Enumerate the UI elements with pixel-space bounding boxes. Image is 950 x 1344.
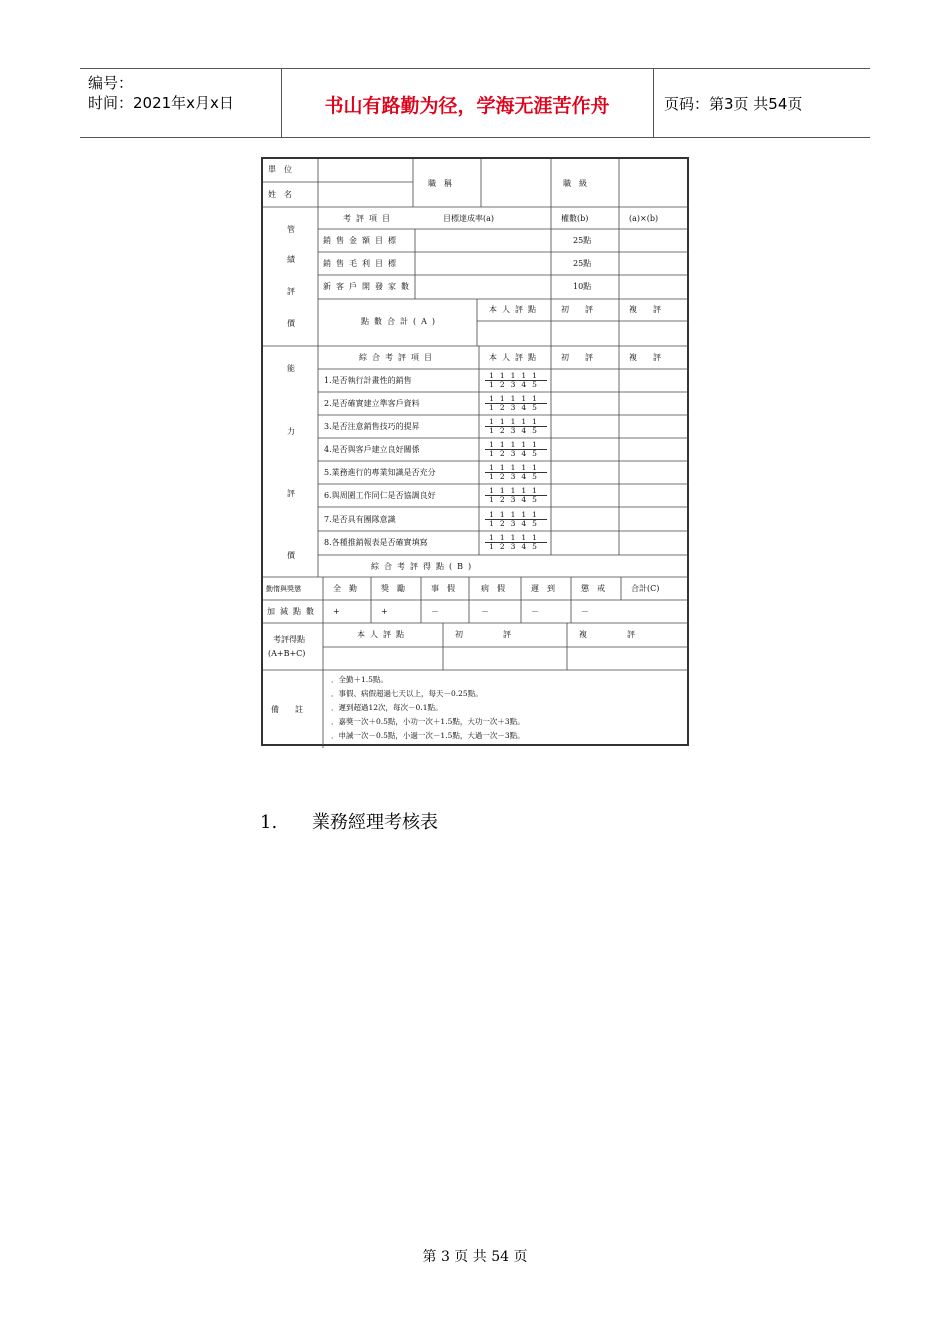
grade-label: 職 級 [563,179,587,188]
perf-side-label: 管 [287,225,295,234]
scale-bottom: 12345 [489,426,543,435]
rating-scale [485,441,547,458]
remark-line: ．全勤＋1.5點。 [331,675,388,684]
header-page-info: 页码：第3页 共54页 [664,95,803,113]
ability-head: 綜合考評項目 [359,353,437,362]
ability-side-label: 力 [287,427,295,436]
unit-label: 單 位 [268,165,292,174]
ability-item: 6.與周圍工作同仁是否協調良好 [324,491,436,500]
time-label: 时间：2021年x月x日 [88,94,234,112]
attendance-total-col: 合計(C) [631,584,660,593]
perf-weight: 10點 [573,282,592,291]
perf-side-label: 評 [287,287,295,296]
ability-total-label: 綜合考評得點(B) [371,562,477,571]
ability-first-eval-head: 初 評 [561,353,593,362]
title-label: 職 稱 [428,179,452,188]
remarks-label: 備 註 [271,705,303,714]
scale-bottom: 12345 [489,449,543,458]
perf-head-product: (a)×(b) [629,214,659,223]
plusminus-sign: + [381,607,388,616]
rating-scale [485,464,547,481]
remark-line: ．事假、病假超過七天以上，每天－0.25點。 [331,689,483,698]
attendance-col: 懲 戒 [581,584,605,593]
remark-line: ．申誡一次－0.5點，小過一次－1.5點，大過一次－3點。 [331,731,525,740]
plusminus-sign: + [333,607,340,616]
scale-top: 11111 [485,441,547,450]
scale-bottom: 12345 [489,519,543,528]
ability-item: 3.是否注意銷售技巧的提昇 [324,422,420,431]
plusminus-sign: － [581,607,589,616]
ability-side-label: 評 [287,489,295,498]
perf-side-label: 績 [287,255,295,264]
ability-second-eval-head: 複 評 [629,353,661,362]
caption-text: 業務經理考核表 [312,812,438,833]
second-eval-head: 複 評 [629,305,661,314]
scale-bottom: 12345 [489,403,543,412]
serial-label: 编号： [88,74,134,92]
scale-bottom: 12345 [489,495,543,504]
perf-total-label: 點數合計(A) [361,317,441,326]
scale-top: 11111 [485,372,547,381]
remark-line: ．嘉獎一次＋0.5點，小功一次＋1.5點，大功一次＋3點。 [331,717,525,726]
ability-item: 4.是否與客戶建立良好關係 [324,445,420,454]
ability-self-eval-head: 本人評點 [489,353,541,362]
score-self-head: 本人評點 [357,630,409,639]
ability-item: 5.業務進行的專業知識是否充分 [324,468,436,477]
assessment-form [261,157,689,746]
perf-weight: 25點 [573,259,592,268]
scale-bottom: 12345 [489,380,543,389]
rating-scale [485,418,547,435]
perf-head-item: 考評項目 [343,214,395,223]
plusminus-sign: － [431,607,439,616]
score-label: 考評得點 [273,635,305,644]
section-caption [260,808,438,834]
perf-head-rate: 目標達成率(a) [443,214,495,223]
remark-line: ．遲到超過12次，每次－0.1點。 [331,703,443,712]
caption-number: 1. [260,812,278,833]
ability-item: 7.是否具有團隊意識 [324,515,396,524]
rating-scale [485,534,547,551]
header-meta [88,73,283,113]
perf-weight: 25點 [573,236,592,245]
rating-scale [485,511,547,528]
first-eval-head: 初 評 [561,305,593,314]
scale-top: 11111 [485,534,547,543]
ability-side-label: 能 [287,364,295,373]
perf-item: 銷售毛利目標 [323,259,401,268]
perf-side-label: 價 [287,319,295,328]
ability-item: 1.是否執行計畫性的銷售 [324,376,412,385]
rating-scale [485,395,547,412]
plusminus-label: 加減點數 [267,607,319,616]
page-footer: 第 3 页 共 54 页 [422,1249,528,1265]
ability-item: 2.是否確實建立準客戶資料 [324,399,420,408]
scale-bottom: 12345 [489,542,543,551]
self-eval-head: 本人評點 [489,305,541,314]
header-divider [653,69,654,137]
rating-scale [485,372,547,389]
attendance-col: 遲 到 [531,584,555,593]
attendance-col: 獎 勵 [381,584,405,593]
attendance-col: 事 假 [431,584,455,593]
document-header [80,68,870,138]
ability-side-label: 價 [287,551,295,560]
perf-item: 新客戶開發家數 [323,282,414,291]
scale-top: 11111 [485,395,547,404]
scale-top: 11111 [485,487,547,496]
scale-top: 11111 [485,418,547,427]
ability-item: 8.各種推銷報表是否確實填寫 [324,538,428,547]
perf-head-weight: 權數(b) [561,214,589,223]
plusminus-sign: － [481,607,489,616]
scale-top: 11111 [485,511,547,520]
attendance-col: 病 假 [481,584,505,593]
attendance-label: 勤惰與獎懲 [266,585,301,593]
scale-top: 11111 [485,464,547,473]
score-first-head: 初 評 [455,630,511,639]
scale-bottom: 12345 [489,472,543,481]
perf-item: 銷售金額目標 [323,236,401,245]
rating-scale [485,487,547,504]
plusminus-sign: － [531,607,539,616]
header-motto: 书山有路勤为径，学海无涯苦作舟 [324,95,610,117]
score-formula: (A+B+C) [268,649,306,658]
score-second-head: 複 評 [579,630,635,639]
attendance-col: 全 勤 [333,584,357,593]
name-label: 姓 名 [268,190,292,199]
